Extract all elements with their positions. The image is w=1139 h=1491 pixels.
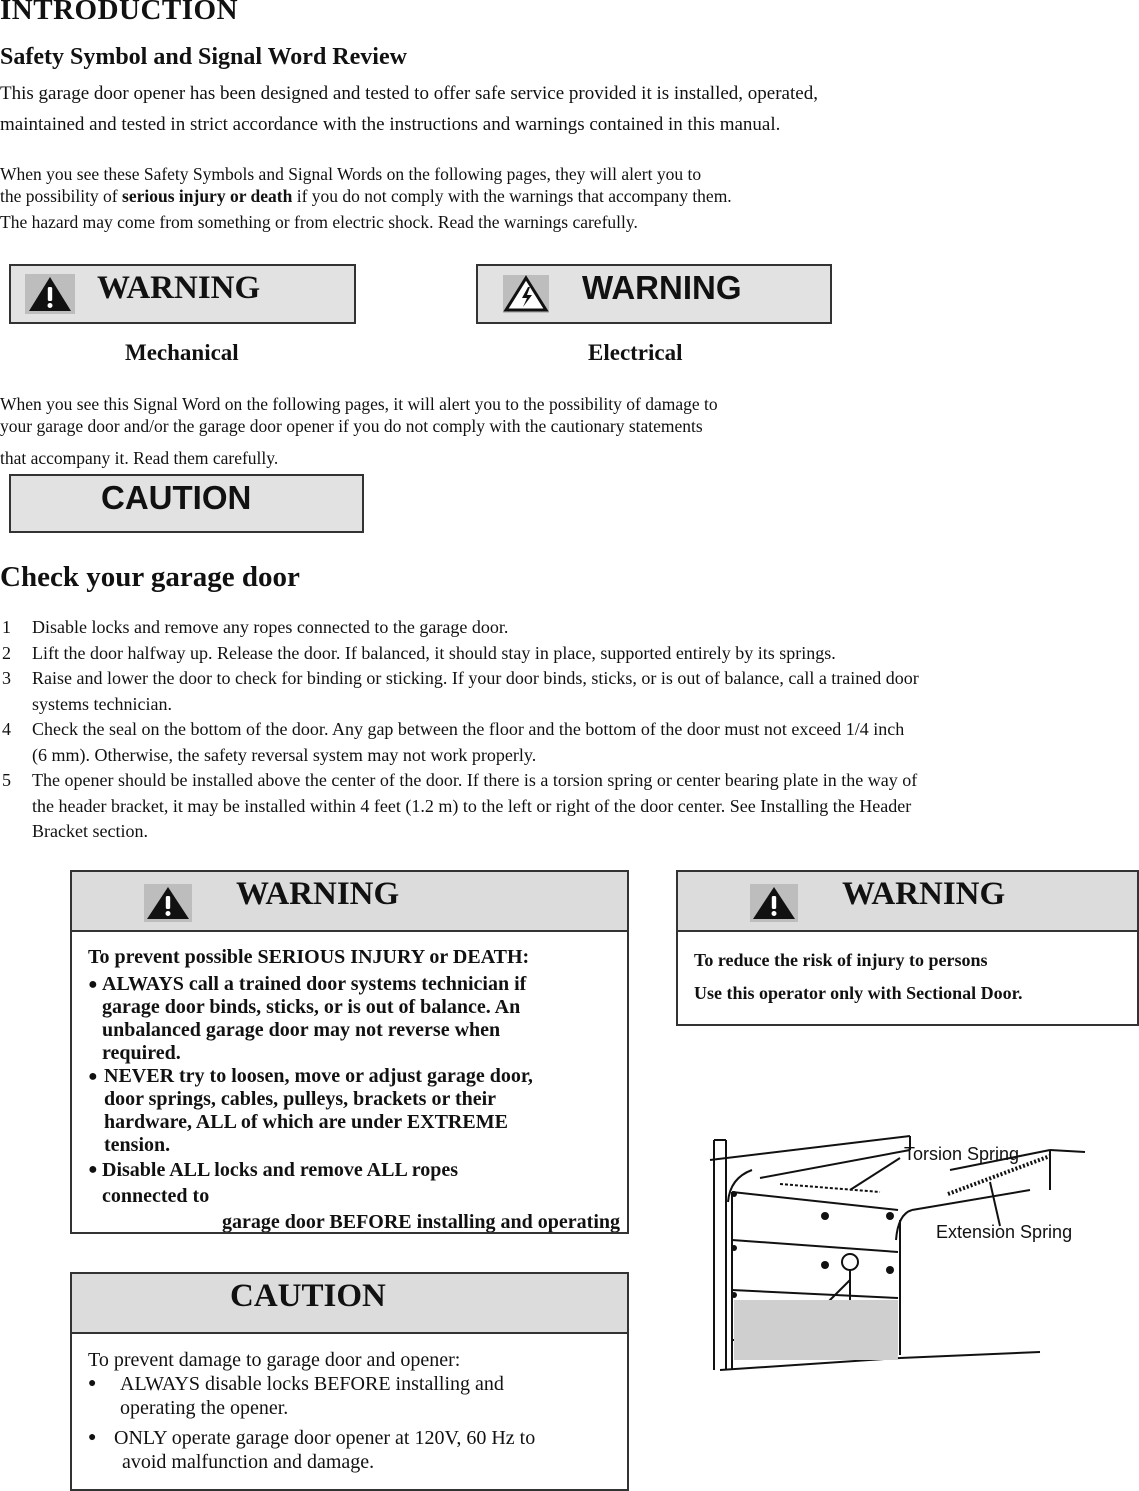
page-heading: INTRODUCTION [0, 0, 239, 26]
signal-word: CAUTION [101, 479, 252, 516]
electric-shock-icon [503, 275, 549, 313]
list-item [0, 666, 1100, 717]
signal-word: WARNING [582, 269, 742, 306]
section-subheading: Safety Symbol and Signal Word Review [0, 44, 407, 70]
item-text: Bracket section. [32, 821, 148, 841]
panel-header [72, 872, 627, 932]
emphasis-text: serious injury or death [122, 186, 293, 206]
list-item [0, 615, 1100, 641]
panel-title: WARNING [842, 876, 1006, 912]
bullet-text: ONLY operate garage door opener at 120V, 60 Hz to [114, 1427, 536, 1449]
bullet-text: unbalanced garage door may not reverse when [102, 1019, 501, 1041]
bullet-text: garage door binds, sticks, or is out of balance. An [102, 996, 521, 1018]
bullet-text: operating the opener. [120, 1397, 289, 1419]
bullet-icon: ● [88, 1161, 98, 1178]
item-text: The opener should be installed above the center of the door. If there is a torsion spring or center bearing plate in the way of [32, 770, 918, 790]
panel-body [88, 1348, 627, 1474]
bullet-item [88, 1157, 627, 1234]
bullet-text: NEVER try to loosen, move or adjust garage door, [104, 1065, 533, 1087]
warning-panel-sectional [676, 870, 1139, 1026]
bullet-text: ALWAYS call a trained door systems technician if [102, 973, 527, 995]
panel-text: To reduce the risk of injury to persons [694, 950, 988, 970]
intro-line: This garage door opener has been designed and tested to offer safe service provided it is installed, operated, [0, 83, 818, 104]
item-text: systems technician. [32, 693, 172, 714]
panel-header [678, 872, 1137, 932]
list-item [0, 717, 1100, 768]
panel-intro: To prevent damage to garage door and opener: [88, 1349, 461, 1371]
item-number: 4 [2, 719, 11, 739]
item-number: 3 [2, 668, 11, 688]
bullet-text: ALWAYS disable locks BEFORE installing and [120, 1373, 504, 1395]
bullet-text: Disable ALL locks and remove ALL ropes [102, 1159, 458, 1181]
intro-line: maintained and tested in strict accordance with the instructions and warnings contained in this manual. [0, 114, 781, 135]
electrical-label: Electrical [588, 340, 683, 365]
item-number: 2 [2, 642, 11, 663]
symbols-line: When you see these Safety Symbols and Signal Words on the following pages, they will alert you to [0, 164, 702, 184]
bullet-item [88, 973, 627, 1065]
caution-signal-box [9, 474, 364, 533]
mechanical-label: Mechanical [125, 340, 239, 365]
mechanical-warning-box [9, 264, 356, 324]
caution-line: When you see this Signal Word on the following pages, it will alert you to the possibility of damage to [0, 394, 718, 414]
signal-word: WARNING [97, 270, 261, 306]
bullet-icon: ● [88, 1430, 97, 1445]
panel-body [88, 946, 627, 1234]
item-text: Lift the door halfway up. Release the door. If balanced, it should stay in place, supported entirely by its springs. [32, 642, 836, 663]
check-heading: Check your garage door [0, 561, 300, 593]
symbols-line [0, 185, 732, 207]
electrical-warning-box [476, 264, 832, 324]
bullet-item [88, 1065, 627, 1157]
hazard-triangle-icon [144, 884, 192, 922]
item-text: Check the seal on the bottom of the door. Any gap between the floor and the bottom of the door must not exceed 1/4 inch [32, 719, 905, 739]
panel-title: WARNING [236, 876, 400, 912]
bullet-text: tension. [104, 1134, 171, 1156]
torsion-spring-label: Torsion Spring [904, 1144, 1020, 1164]
item-text: (6 mm). Otherwise, the safety reversal system may not work properly. [32, 744, 537, 765]
caution-line: that accompany it. Read them carefully. [0, 448, 279, 468]
garage-door-illustration [700, 1130, 1100, 1380]
bullet-text: hardware, ALL of which are under EXTREME [104, 1111, 508, 1133]
warning-panel-injury [70, 870, 629, 1234]
symbols-paragraph [0, 163, 732, 207]
bullet-text: required. [102, 1042, 181, 1064]
item-text: Raise and lower the door to check for binding or sticking. If your door binds, sticks, or is out of balance, call a trained door [32, 668, 919, 688]
hazard-line: The hazard may come from something or from electric shock. Read the warnings carefully. [0, 212, 638, 232]
caution-paragraph [0, 393, 718, 437]
text-run: if you do not comply with the warnings that accompany them. [292, 186, 732, 206]
item-text: Disable locks and remove any ropes connected to the garage door. [32, 617, 509, 637]
hazard-triangle-icon [25, 274, 75, 314]
hazard-triangle-icon [750, 884, 798, 922]
item-number: 1 [2, 617, 11, 637]
text-run: the possibility of [0, 186, 123, 206]
item-number: 5 [2, 770, 11, 790]
bullet-item [88, 1426, 627, 1474]
bullet-icon: ● [88, 976, 98, 993]
panel-text: Use this operator only with Sectional Door. [694, 983, 1023, 1003]
bullet-text: connected to [102, 1185, 210, 1207]
bullet-text: door springs, cables, pulleys, brackets or their [104, 1088, 497, 1110]
panel-body [694, 944, 1137, 1010]
panel-title: CAUTION [230, 1278, 386, 1314]
list-item [0, 768, 1100, 845]
item-text: the header bracket, it may be installed within 4 feet (1.2 m) to the left or right of the door center. See Installing the Header [32, 795, 912, 816]
caution-panel [70, 1272, 629, 1491]
bullet-text: garage door BEFORE installing and operating [222, 1211, 621, 1233]
bullet-icon: ● [88, 1376, 97, 1391]
bullet-icon: ● [88, 1068, 98, 1085]
bullet-text: avoid malfunction and damage. [122, 1451, 375, 1473]
panel-header [72, 1274, 627, 1334]
panel-intro: To prevent possible SERIOUS INJURY or DEATH: [88, 946, 530, 968]
caution-line: your garage door and/or the garage door opener if you do not comply with the cautionary statements [0, 416, 703, 436]
extension-spring-label: Extension Spring [936, 1222, 1073, 1242]
bullet-item [88, 1372, 627, 1420]
check-list [0, 615, 1100, 845]
list-item [0, 641, 1100, 667]
